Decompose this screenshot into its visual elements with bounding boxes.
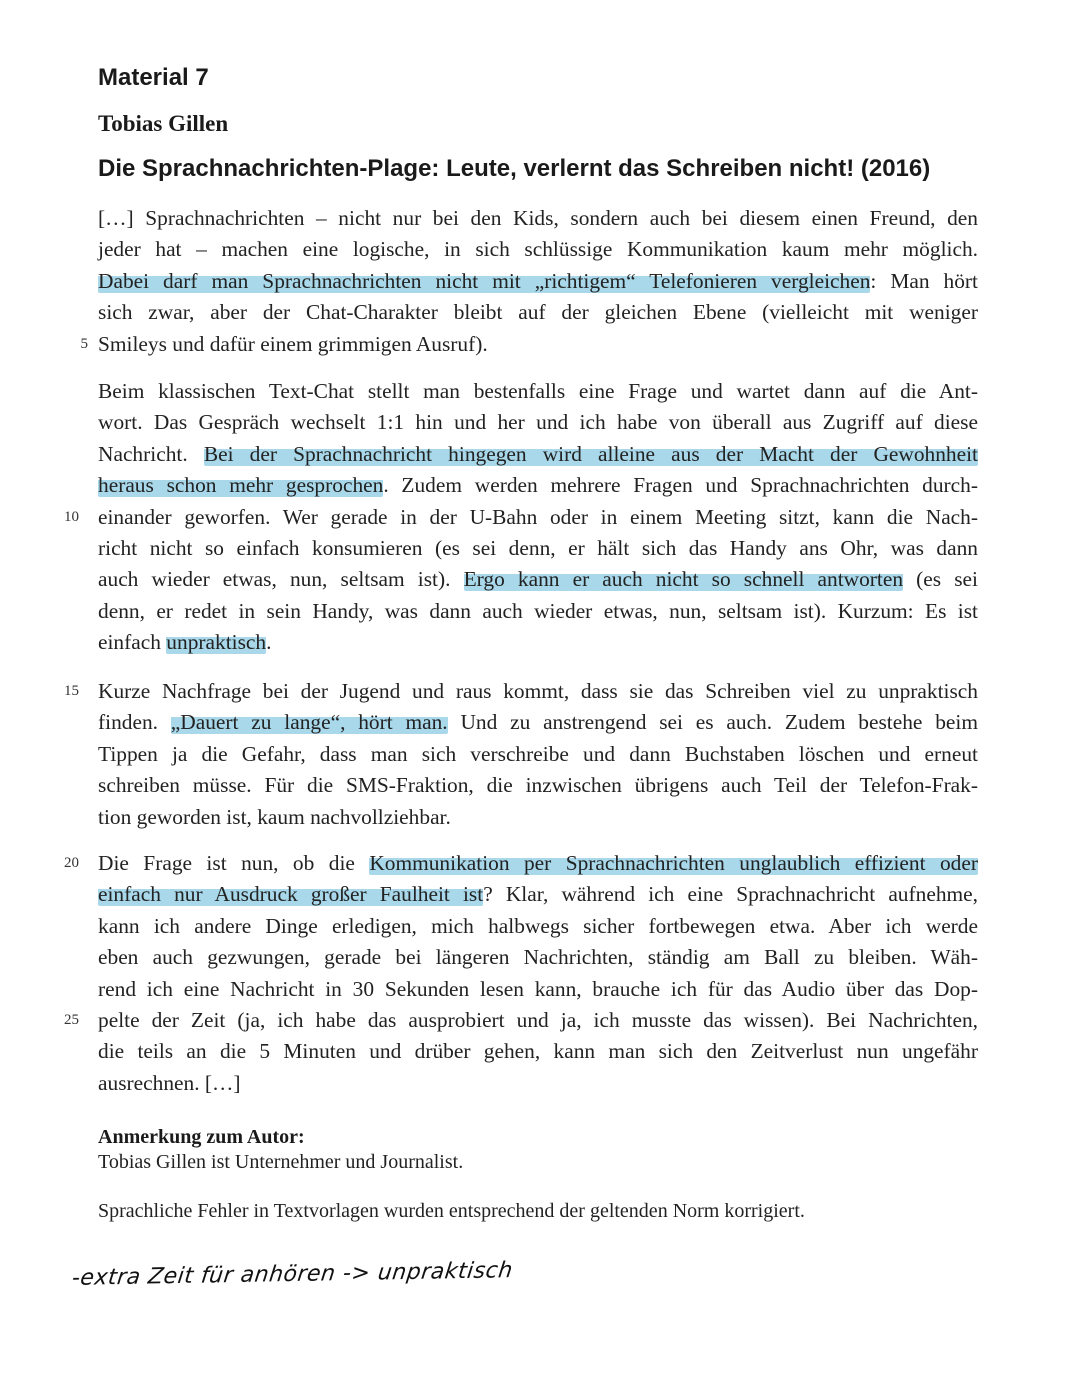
handwritten-note: -extra Zeit für anhören -> unpraktisch: [70, 1258, 515, 1291]
text-line: [98, 911, 978, 942]
text-line: [98, 1036, 978, 1067]
text-segment: einfach: [98, 630, 167, 655]
text-line: [64, 502, 978, 533]
highlighted-text: heraus schon mehr gesprochen: [98, 473, 384, 498]
text-segment: Und zu anstrengend sei es auch. Zudem bestehe beim: [447, 710, 978, 735]
text-segment: finden.: [98, 710, 171, 735]
text-segment: ausrechnen. […]: [98, 1070, 241, 1095]
text-line: [98, 407, 978, 438]
disclaimer-text: Sprachliche Fehler in Textvorlagen wurden entsprechend der geltenden Norm korrigiert.: [98, 1200, 805, 1222]
text-segment: wort. Das Gespräch wechselt 1:1 hin und her und ich habe von überall aus Zugriff auf diese: [98, 410, 978, 435]
paragraph-3: [64, 676, 978, 833]
line-number: 10: [64, 508, 79, 525]
text-line: [98, 739, 978, 770]
text-segment: schreiben müsse. Für die SMS-Fraktion, die inzwischen übrigens auch Teil der Telefon-Frak-: [98, 773, 978, 798]
author-note-heading: Anmerkung zum Autor:: [98, 1126, 305, 1148]
text-segment: pelte der Zeit (ja, ich habe das ausprobiert und ja, ich musste das wissen). Bei Nachrichten,: [98, 1007, 978, 1032]
text-segment: jeder hat – machen eine logische, in sich schlüssige Kommunikation kaum mehr möglich.: [98, 237, 978, 262]
line-number: 25: [64, 1011, 79, 1028]
text-segment: die teils an die 5 Minuten und drüber gehen, kann man sich den Zeitverlust nun ungefähr: [98, 1039, 978, 1064]
text-line: [98, 707, 978, 738]
text-line: [80, 329, 978, 360]
text-segment: denn, er redet in sein Handy, was dann auch wieder etwas, nun, seltsam ist). Kurzum: Es ist: [98, 598, 978, 623]
text-line: [98, 439, 978, 470]
text-segment: Kurze Nachfrage bei der Jugend und raus kommt, dass sie das Schreiben viel zu unpraktisch: [98, 679, 978, 703]
author-name: Tobias Gillen: [98, 111, 229, 136]
highlighted-text: einfach nur Ausdruck großer Faulheit ist: [98, 882, 484, 907]
line-number: 20: [64, 855, 79, 871]
text-segment: auch wieder etwas, nun, seltsam ist).: [98, 567, 464, 592]
text-line: [98, 596, 978, 627]
text-segment: .: [266, 630, 272, 655]
text-segment: sich zwar, aber der Chat-Charakter bleibt auf der gleichen Ebene (vielleicht mit weniger: [98, 300, 978, 325]
text-segment: rend ich eine Nachricht in 30 Sekunden lesen kann, brauche ich für das Audio über das Dop-: [98, 976, 978, 1001]
paragraph-2: [64, 376, 978, 659]
text-segment: (es sei: [903, 567, 978, 592]
text-line: [98, 297, 978, 328]
text-line: [98, 533, 978, 564]
text-line: [98, 942, 978, 973]
text-line: [98, 879, 978, 910]
author-note-text: Tobias Gillen ist Unternehmer und Journalist.: [98, 1151, 464, 1173]
highlighted-text: Ergo kann er auch nicht so schnell antworten: [463, 567, 904, 592]
line-number: 15: [64, 683, 79, 699]
article-title: Die Sprachnachrichten-Plage: Leute, verlernt das Schreiben nicht! (2016): [98, 155, 931, 182]
text-segment: eben auch gezwungen, gerade bei längeren Nachrichten, ständig am Ball zu bleiben. Wäh-: [98, 945, 978, 970]
text-segment: […] Sprachnachrichten – nicht nur bei den Kids, sondern auch bei diesem einen Freund, den: [98, 206, 978, 230]
text-line: [98, 376, 978, 407]
text-segment: kann ich andere Dinge erledigen, mich halbwegs sicher fortbewegen etwa. Aber ich werde: [98, 913, 978, 938]
text-line: [64, 676, 978, 707]
text-line: [98, 234, 978, 265]
text-line: [64, 1005, 978, 1036]
highlighted-text: unpraktisch: [166, 630, 267, 655]
text-line: [98, 564, 978, 595]
text-segment: Nachricht.: [98, 441, 204, 466]
text-segment: ? Klar, während ich eine Sprachnachricht aufnehme,: [483, 882, 978, 907]
text-line: [98, 1068, 978, 1099]
line-number: 5: [80, 335, 88, 352]
text-segment: . Zudem werden mehrere Fragen und Sprachnachrichten durch-: [383, 473, 978, 498]
material-label: Material 7: [98, 64, 209, 91]
text-line: [98, 266, 978, 297]
paragraph-1: [80, 203, 978, 360]
text-line: [98, 627, 978, 658]
text-segment: Tippen ja die Gefahr, dass man sich verschreibe und dann Buchstaben löschen und erneut: [98, 741, 978, 766]
highlighted-text: Kommunikation per Sprachnachrichten unglaublich effizient oder: [369, 851, 978, 875]
text-line: [98, 470, 978, 501]
text-line: [98, 770, 978, 801]
text-segment: Die Frage ist nun, ob die: [98, 851, 370, 875]
text-line: [98, 203, 978, 234]
text-segment: : Man hört: [870, 268, 978, 293]
text-segment: Beim klassischen Text-Chat stellt man bestenfalls eine Frage und wartet dann auf die Ant-: [98, 379, 978, 403]
paragraph-4: [64, 848, 978, 1099]
text-segment: Smileys und dafür einem grimmigen Ausruf).: [98, 331, 488, 356]
highlighted-text: Dabei darf man Sprachnachrichten nicht mit „richtigem“ Telefonieren vergleichen: [98, 268, 871, 293]
text-line: [98, 802, 978, 833]
text-line: [64, 848, 978, 879]
text-segment: tion geworden ist, kaum nachvollziehbar.: [98, 804, 451, 829]
text-line: [98, 974, 978, 1005]
text-segment: richt nicht so einfach konsumieren (es sei denn, er hält sich das Handy ans Ohr, was dann: [98, 535, 978, 560]
text-segment: einander geworfen. Wer gerade in der U-Bahn oder in einem Meeting sitzt, kann die Nach-: [98, 504, 978, 529]
highlighted-text: Bei der Sprachnachricht hingegen wird alleine aus der Macht der Gewohnheit: [203, 441, 978, 466]
highlighted-text: „Dauert zu lange“, hört man.: [170, 710, 448, 735]
